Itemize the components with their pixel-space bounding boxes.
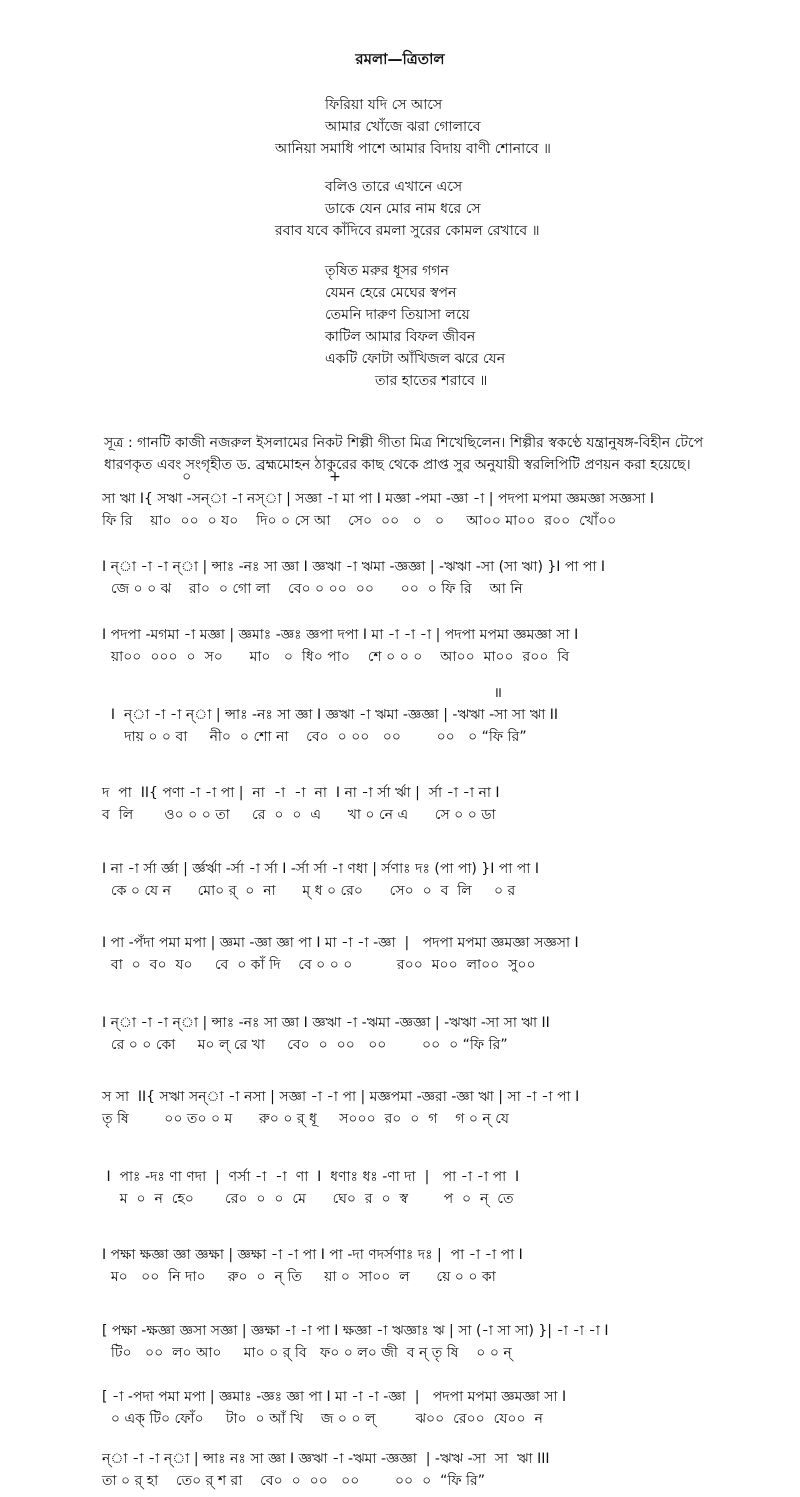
tala-marks	[102, 1364, 702, 1386]
lyric-line: যেমন হেরে মেঘের স্বপন	[325, 285, 457, 301]
swara-line: সা ঋা I{ সঋা -সন্া -া নস্া | সজ্ঞা -া মা পা I মজ্ঞা -পমা -জ্ঞা -া | পদপা মপমা জ্ঞমজ্ঞা সজ্ঞসা I	[102, 491, 654, 507]
tala-marks	[102, 990, 702, 1012]
notation-row	[102, 990, 702, 1056]
lyric-line: তার হাতের শরাবে ॥	[375, 373, 488, 389]
syllable-line: রে ০ ০ কো ম০ ল্ রে খা বে০ ০ ০০ ০০ ০০ ০ “ফি রি”	[102, 1037, 508, 1053]
lyric-line: বলিও তারে এখানে এসে	[325, 179, 463, 195]
lyric-line: তৃষিত মরুর ধূসর গগন	[325, 263, 449, 279]
notation-row	[102, 1064, 702, 1130]
swara-line: স সা II{ সঋা সন্া -া নসা | সজ্ঞা -া -া পা | মজ্ঞপমা -জ্ঞরা -জ্ঞা ঋা | সা -া -া পা I	[102, 1089, 580, 1105]
syllable-line: জে ০ ০ ঝ রা০ ০ গো লা বে০ ০ ০০ ০০ ০০ ০ ফি রি আ নি	[102, 581, 523, 597]
swara-line: I না -া র্সা র্জ্ঞা | র্জ্ঞর্ঋা -র্সা -া র্সা I -র্সা র্সা -া ণধা | র্সণাঃ দঃ (পা পা) }I পা পা I	[102, 861, 539, 877]
tala-marks	[102, 1144, 702, 1166]
notation-row	[102, 682, 702, 748]
source-line: সূত্র : গানটি কাজী নজরুল ইসলামের নিকট শিল্পী গীতা মিত্র শিখেছিলেন। শিল্পীর স্বকণ্ঠে যন্ত্রানুষঙ্গ-বিহীন টেপে	[104, 435, 704, 451]
swara-line: ন্া -া -া ন্া | ন্সাঃ নঃ সা জ্ঞা I জ্ঞঋা -া -ঋমা -জ্ঞজ্ঞা | -ঋঋ -সা সা ঋা III	[102, 1451, 550, 1467]
syllable-line: বা ০ ব০ য০ বে ০ কাঁ দি বে ০ ০ ০ র০০ ম০০ লা০০ সু০০	[102, 957, 536, 973]
lyric-line: রবাব যবে কাঁদিবে রমলা সুরের কোমল রেখাবে ॥	[275, 223, 540, 239]
notation-row	[102, 534, 702, 600]
syllable-line: ০ এক্ টি০ ফোঁ০ টা০ ০ আঁ খি জ ০ ০ ল্ ঝ০০ রে০০ যে০০ ন	[102, 1411, 543, 1427]
tala-marks: ০ +	[102, 469, 341, 485]
lyric-line: ডাকে যেন মোর নাম ধরে সে	[325, 201, 481, 217]
tala-marks	[102, 1064, 702, 1086]
tala-marks	[102, 1426, 702, 1448]
tala-marks	[102, 1222, 702, 1244]
syllable-line: ফি রি য়া০ ০০ ০ য০ দি০ ০ সে আ সে০ ০০ ০ ০ আ০০ মা০০ র০০ খোঁ০০	[102, 513, 617, 529]
notation-row	[102, 602, 702, 668]
song-title: রমলা—ত্রিতাল	[355, 50, 445, 68]
notation-row	[102, 760, 702, 826]
swara-line: I পা -পঁদা পমা মপা | জ্ঞমা -জ্ঞা জ্ঞা পা I মা -া -া -জ্ঞা | পদপা মপমা জ্ঞমজ্ঞা সজ্ঞসা I	[102, 935, 579, 951]
swara-line: I ন্া -া -া ন্া | ন্সাঃ -নঃ সা জ্ঞা I জ্ঞঋা -া ঋমা -জ্ঞজ্ঞা | -ঋঋা -সা (সা ঋা) }I পা পা I	[102, 559, 605, 575]
syllable-line: য়া০০ ০০০ ০ স০ মা০ ০ ধি০ পা০ শে ০ ০ ০ আ০০ মা০০ র০০ বি	[102, 649, 570, 665]
tala-marks	[102, 760, 702, 782]
syllable-line: টি০ ০০ ল০ আ০ মা০ ০ র্ বি ফ০ ০ ল০ জী ব ন্ তৃ ষি ০ ০ ন্	[102, 1345, 512, 1361]
syllable-line: কে ০ যে ন মো০ র্ ০ না ম্ ধ ০ রে০ সে০ ০ ব লি ০ র	[102, 883, 516, 899]
notation-row	[102, 1144, 702, 1210]
lyric-line: কাটিল আমার বিফল জীবন	[325, 329, 476, 345]
lyrics-stanza-3	[0, 260, 800, 392]
lyric-line: তেমনি দারুণ তিয়াসা লয়ে	[325, 307, 470, 323]
syllable-line: ম০ ০০ নি দা০ রু০ ০ ন্ তি য়া ০ সা০০ ল য়ে ০ ০ কা	[102, 1269, 496, 1285]
lyrics-stanza-2	[0, 176, 800, 242]
notation-row	[102, 466, 702, 532]
syllable-line: ম ০ ন হে০ রে০ ০ ০ মে ঘে০ র ০ স্ব প ০ ন্ তে	[102, 1191, 514, 1207]
notation-row	[102, 1426, 702, 1492]
syllable-line: দায় ০ ০ বা নী০ ০ শো না বে০ ০ ০০ ০০ ০০ ০ “ফি রি”	[102, 729, 527, 745]
notation-row	[102, 910, 702, 976]
source-line: ধারণকৃত এবং সংগৃহীত ড. ব্রহ্মমোহন ঠাকুরের কাছ থেকে প্রাপ্ত সুর অনুযায়ী স্বরলিপিটি প্রণয়ন করা হয়েছে।	[104, 457, 691, 473]
swara-line: I ন্া -া -া ন্া | ন্সাঃ -নঃ সা জ্ঞা I জ্ঞঋা -া -ঋমা -জ্ঞজ্ঞা | -ঋঋা -সা সা ঋা II	[102, 1015, 550, 1031]
lyric-line: আনিয়া সমাধি পাশে আমার বিদায় বাণী শোনাবে ॥	[275, 141, 551, 157]
swara-line: I পক্ষা ক্ষজ্ঞা জ্ঞা জ্ঞক্ষা | জ্ঞক্ষা -া -া পা I পা -দা ণদর্সণাঃ দঃ | পা -া -া পা I	[102, 1247, 523, 1263]
lyric-line: ফিরিয়া যদি সে আসে	[325, 97, 443, 113]
notation-row	[102, 1298, 702, 1364]
lyric-line: একটি ফোটা আঁখিজল ঝরে যেন	[325, 351, 506, 367]
tala-marks	[102, 534, 702, 556]
tala-marks	[102, 1298, 702, 1320]
notation-row	[102, 1222, 702, 1288]
swara-line: I পদপা -মগমা -া মজ্ঞা | জ্ঞমাঃ -জ্ঞঃ জ্ঞপা দপা I মা -া -া -া | পদপা মপমা জ্ঞমজ্ঞা সা I	[102, 627, 579, 643]
syllable-line: ব লি ও০ ০ ০ তা রে ০ ০ এ খা ০ নে এ সে ০ ০ ডা	[102, 807, 496, 823]
syllable-line: তা ০ র্ হা তে০ র্ শ রা বে০ ০ ০০ ০০ ০০ ০ “ফি রি”	[102, 1473, 485, 1489]
swara-line: দ পা II{ পণা -া -া পা | না -া -া না I না -া র্সা র্ঋা | র্সা -া -া না I	[102, 785, 500, 801]
lyrics-stanza-1	[0, 94, 800, 160]
tala-marks	[102, 910, 702, 932]
tala-marks: ॥	[102, 685, 503, 701]
swara-line: I পাঃ -দঃ ণা ণদা | ণর্সা -া -া ণা I ধণাঃ ধঃ -ণা দা | পা -া -া পা I	[102, 1169, 520, 1185]
syllable-line: তৃ ষি ০০ ত০ ০ ম রু০ ০ র্ ধূ স০০০ র০ ০ গ গ ০ ন্ যে	[102, 1111, 509, 1127]
tala-marks	[102, 602, 702, 624]
notation-row	[102, 1364, 702, 1430]
swara-line: [ -া -পদা পমা মপা | জ্ঞমাঃ -জ্ঞঃ জ্ঞা পা I মা -া -া -জ্ঞা | পদপা মপমা জ্ঞমজ্ঞা সা I	[102, 1389, 567, 1405]
swara-line: I ন্া -া -া ন্া | ন্সাঃ -নঃ সা জ্ঞা I জ্ঞঋা -া ঋমা -জ্ঞজ্ঞা | -ঋঋা -সা সা ঋা II	[102, 707, 559, 723]
swara-line: [ পক্ষা -ক্ষজ্ঞা জ্ঞসা সজ্ঞা | জ্ঞক্ষা -া -া পা I ক্ষজ্ঞা -া ঋজ্ঞাঃ ঋ | সা (-া সা সা) }| -া -া -া I	[102, 1323, 609, 1339]
tala-marks	[102, 836, 702, 858]
lyric-line: আমার খোঁজে ঝরা গোলাবে	[325, 119, 481, 135]
notation-row	[102, 836, 702, 902]
